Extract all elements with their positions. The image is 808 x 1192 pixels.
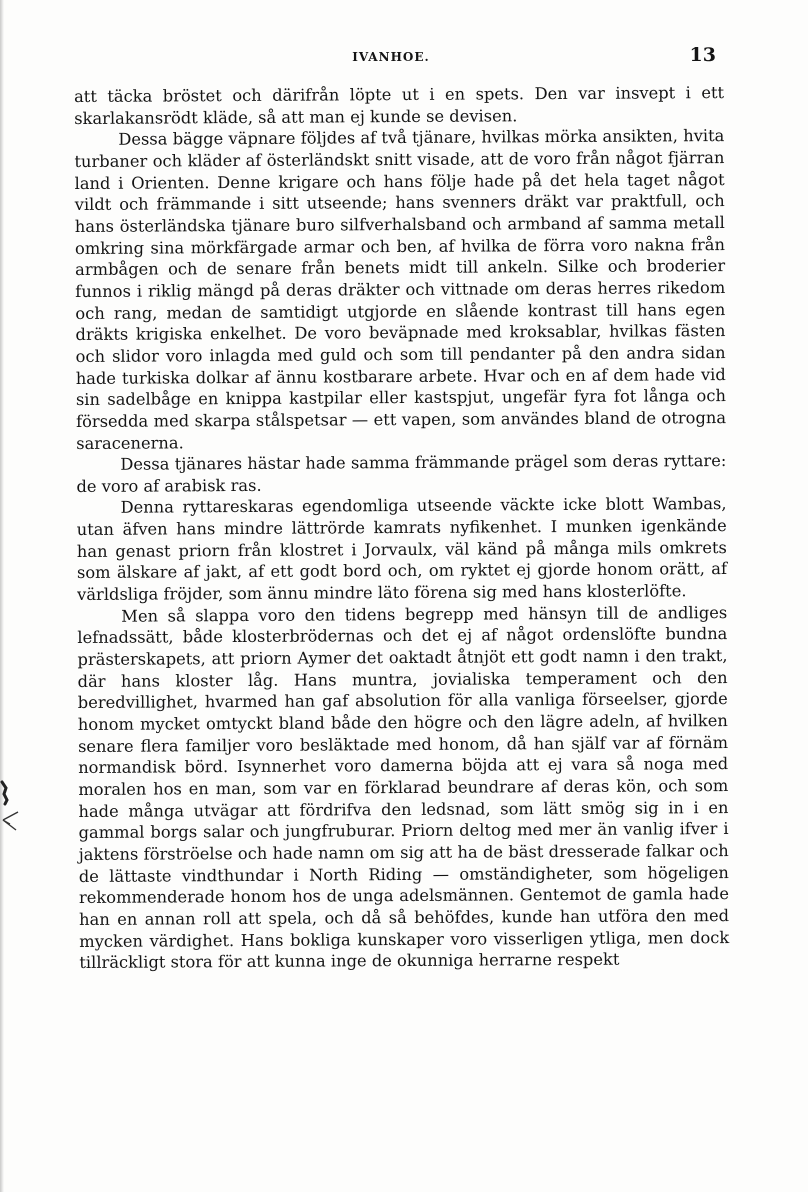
page-edge-shadow (0, 0, 4, 1192)
paragraph: Dessa tjänares hästar hade samma främmande prägel som deras ryttare: de voro af arabisk ras. (76, 451, 727, 496)
page-number: 13 (689, 44, 716, 66)
paragraph: Denna ryttareskaras egendomliga utseende väckte icke blott Wambas, utan äfven hans mindre lättrörde kamrats nyfikenhet. I munken igenkände han genast priorn från klostret i Jorvaulx, väl känd på många mils omkrets som älskare af jakt, af ett godt bord och, om ryktet ej gjorde honom orätt, af världsliga fröjder, som ännu mindre läto förena sig med hans klosterlöfte. (76, 494, 728, 605)
running-title: IVANHOE. (352, 50, 430, 64)
page-header (66, 44, 716, 70)
paragraph-continuation: att täcka bröstet och därifrån löpte ut i en spets. Den var insvept i ett skarlakansrödt kläde, så att man ej kunde se devisen. (74, 83, 725, 128)
paragraph: Dessa bägge väpnare följdes af två tjänare, hvilkas mörka ansikten, hvita turbaner och kläder af österländskt snitt visade, att de voro från något fjärran land i Orienten. Denne krigare och hans följe hade på det hela taget något vildt och främmande i sitt utseende; hans svenners dräkt var praktfull, och hans österländska tjänare buro silfverhalsband och armband af samma metall omkring sina mörkfärgade armar och ben, af hvilka de förra voro nakna från armbågen och de senare från benets midt till ankeln. Silke och broderier funnos i riklig mängd på deras dräkter och vittnade om deras herres rikedom och rang, medan de samtidigt utgjorde en slående kontrast till hans egen dräkts krigiska enkelhet. De voro beväpnade med kroksablar, hvilkas fästen och slidor voro inlagda med guld och som till pendanter på den andra sidan hade turkiska dolkar af ännu kostbarare arbete. Hvar och en af dem hade vid sin sadelbåge en knippa kastpilar eller kastspjut, ungefär fyra fot långa och försedda med skarpa stålspetsar — ett vapen, som användes bland de otrogna saracenerna. (74, 126, 727, 453)
body-text (74, 82, 729, 974)
margin-pencil-mark (0, 780, 30, 850)
paragraph: Men så slappa voro den tidens begrepp med hänsyn till de andliges lefnadssätt, både klosterbrödernas och det ej af något ordenslöfte bundna prästerskapets, att priorn Aymer det oaktadt åtnjöt ett godt namn i den trakt, där hans kloster låg. Hans muntra, jovialiska temperament och den beredvillighet, hvarmed han gaf absolution för alla vanliga förseelser, gjorde honom mycket omtyckt bland både den högre och den lägre adeln, af hvilken senare flera familjer voro besläktade med honom, då han själf var af förnäm normandisk börd. Isynnerhet voro damerna böjda att ej vara så noga med moralen hos en man, som var en förklarad beundrare af deras kön, och som hade många utvägar att fördrifva den ledsnad, som lätt smög sig in i en gammal borgs salar och jungfruburar. Priorn deltog med mer än vanlig ifver i jaktens förströelse och hade namn om sig att ha de bäst dresserade falkar och de lättaste vindthundar i North Riding — omständigheter, som högeligen rekommenderade honom hos de unga adelsmännen. Gentemot de gamla hade han en annan roll att spela, och då så behöfdes, kunde han utföra den med mycken värdighet. Hans bokliga kunskaper voro visserligen ytliga, men dock tillräckligt stora för att kunna inge de okunniga herrarne respekt (77, 602, 730, 973)
